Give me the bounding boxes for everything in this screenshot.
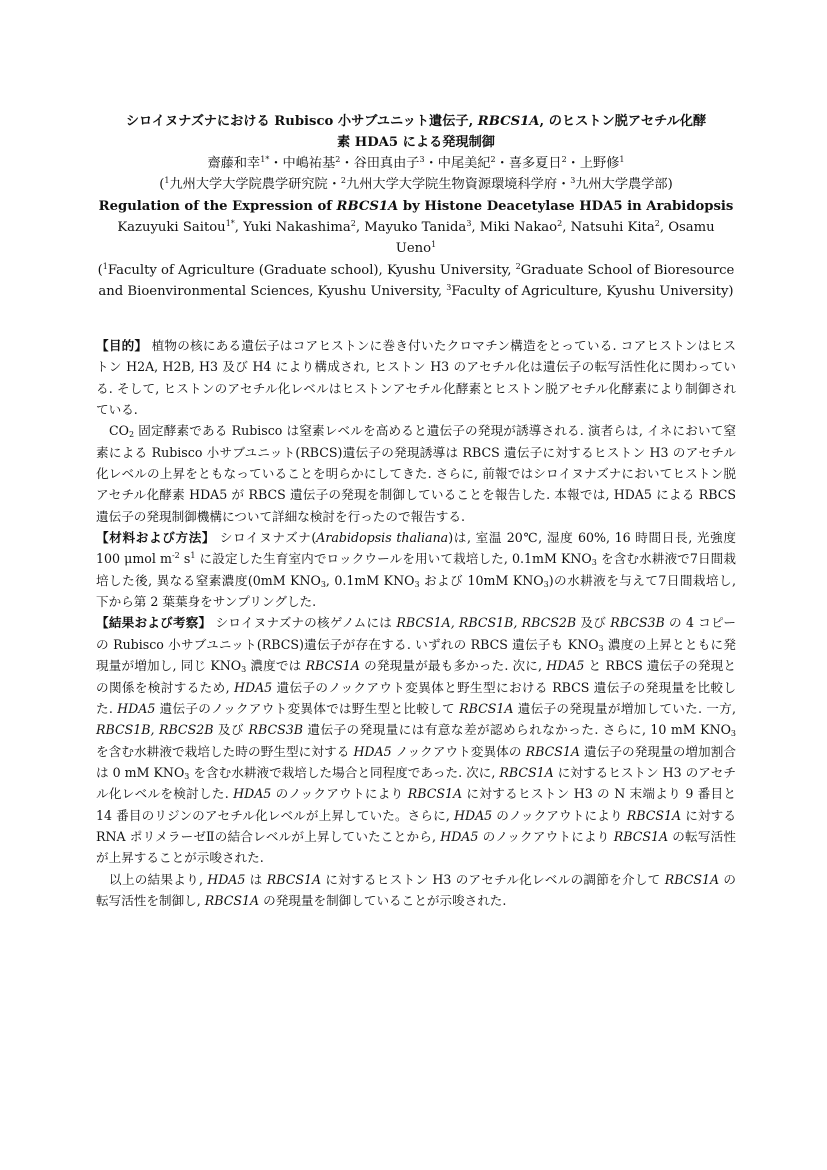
purpose-text-2: 固定酵素である Rubisco は窒素レベルを高めると遺伝子の発現が誘導される. 演者らは, イネにおいて窒素による Rubisco 小サブユニット(RBCS)遺伝子の発現誘導は RBCS 遺伝子に対するヒストン H3 のアセチル化レベルの上昇をともなっていることを明らかにしてきた. さらに, 前報ではシロイヌナズナにおいてヒストン脱アセチル化酵素 HDA5 が RBCS 遺伝子の発現を制御していることを報告した. 本報では, HDA5 による RBCS 遺伝子の発現制御機構について詳細な検討を行ったので報告する.: [96, 423, 736, 524]
affiliation-name: 九州大学大学院農学研究院: [169, 177, 328, 192]
author-name: Miki Nakao: [479, 220, 558, 235]
affiliation-separator: ・: [557, 177, 571, 192]
affiliation-separator: ・: [327, 177, 341, 192]
methods-text: および 10mM KNO: [419, 572, 544, 588]
body-text: 遺伝子の発現量には有意な差が認められなかった. さらに, 10 mM KNO: [302, 722, 731, 738]
affiliations-jp: [96, 174, 736, 196]
gene-name: RBCS1A: [499, 764, 554, 780]
methods-text: シロイヌナズナ(: [215, 530, 317, 546]
author-separator: ,: [234, 220, 244, 235]
author-separator: ,: [355, 220, 365, 235]
gene-name: RBCS1A: [613, 828, 669, 844]
title-jp-line2: 素 HDA5 による発現制御: [337, 135, 495, 150]
author-name: Mayuko Tanida: [364, 220, 467, 235]
body-text: に対するヒストン H3 の N 末端より 9 番目と 14 番目のリジンのアセチル化レベルが上昇していた。さらに,: [96, 786, 736, 823]
author-name: Yuki Nakashima: [243, 220, 351, 235]
gene-name: RBCS1A: [525, 743, 580, 759]
body-text: の 4 コピーの Rubisco 小サブユニット(RBCS)遺伝子が存在する. いずれの RBCS 遺伝子も KNO: [96, 615, 737, 652]
authors-en-line1: [96, 217, 736, 239]
body-text: に対する RNA ポリメラーゼⅡの結合レベルが上昇していたことから,: [96, 807, 736, 844]
gene-name: HDA5: [207, 871, 246, 887]
body-text: を含む水耕液で栽培した時の野生型に対する: [96, 743, 354, 759]
author-affiliation-mark: 1: [431, 240, 437, 249]
affiliation-name: 九州大学農学部: [575, 177, 668, 192]
author-name: 喜多夏日: [508, 156, 562, 171]
gene-name: HDA5: [233, 679, 273, 695]
body-text: に対するヒストン H3 のアセチル化レベルの調節を介して: [321, 871, 665, 887]
affiliation-mark: 2: [515, 262, 521, 271]
gene-name: RBCS1A: [664, 871, 720, 887]
title-en-part: by Histone Deacetylase HDA5 in Arabidopsis: [398, 199, 734, 214]
co2-subscript: 2: [128, 430, 135, 440]
subscript: 3: [184, 771, 190, 781]
body-text: と RBCS 遺伝子の発現との関係を検討するため,: [96, 658, 736, 695]
author-affiliation-mark: 2: [335, 155, 341, 164]
affiliation-mark: 1: [102, 262, 108, 271]
title-jp-gene: RBCS1A: [477, 114, 540, 129]
co2-text: CO: [109, 423, 129, 439]
gene-name: HDA5: [233, 786, 272, 802]
title-jp-part: シロイヌナズナにおける Rubisco 小サブユニット遺伝子,: [125, 114, 478, 129]
affiliations-en-line1: [96, 260, 736, 282]
unit-exponent: -2: [171, 551, 180, 561]
body-text: 遺伝子の発現量の増加割合は 0 mM KNO: [96, 743, 736, 780]
methods-paragraph: [96, 527, 736, 612]
title-en: [96, 196, 736, 218]
gene-name: RBCS3B: [610, 615, 665, 631]
methods-heading: 【材料および方法】: [96, 530, 216, 546]
purpose-paragraph: [96, 335, 736, 420]
subscript: 3: [598, 643, 604, 653]
author-separator: ・: [424, 156, 438, 171]
body-text: の発現量が最も多かった. 次に,: [359, 658, 547, 674]
affiliation-name: and Bioenvironmental Sciences, Kyushu University,: [98, 284, 447, 299]
body-text: の転写活性が上昇することが示唆された.: [96, 828, 736, 866]
gene-name: HDA5: [440, 828, 479, 844]
gene-name: RBCS1B, RBCS2B: [96, 722, 214, 738]
body-text: ノックアウト変異体の: [391, 743, 526, 759]
author-affiliation-mark: 1*: [260, 155, 270, 164]
author-name: 谷田真由子: [353, 156, 420, 171]
author-name: 中嶋祐基: [282, 156, 336, 171]
body-text: 遺伝子のノックアウト変異体では野生型と比較して: [155, 700, 460, 716]
affiliation-mark: 3: [446, 283, 452, 292]
author-affiliation-mark: 1*: [225, 219, 235, 228]
methods-text: を含む水耕液で7日間栽培した後, 異なる窒素濃度(0mM KNO: [96, 551, 736, 588]
author-affiliation-mark: 2: [561, 155, 567, 164]
methods-text: に設定した生育室内でロックウールを用いて栽培した, 0.1mM KNO: [195, 551, 592, 567]
author-affiliation-mark: 3: [419, 155, 425, 164]
results-paragraph: [96, 612, 736, 868]
paren: ): [667, 177, 673, 192]
species-name: Arabidopsis thaliana: [316, 530, 449, 546]
gene-name: RBCS1A: [626, 807, 682, 823]
body-text: に対するヒストン H3 のアセチル化レベルを検討した.: [96, 764, 736, 802]
affiliation-name: Faculty of Agriculture, Kyushu University): [451, 284, 734, 299]
results-heading: 【結果および考察】: [96, 615, 212, 631]
affiliation-mark: 3: [570, 176, 576, 185]
author-affiliation-mark: 2: [350, 219, 356, 228]
affiliation-name: 九州大学大学院生物資源環境科学府: [346, 177, 558, 192]
author-name: 齋藤和幸: [207, 156, 261, 171]
affiliation-name: Faculty of Agriculture (Graduate school), Kyushu University,: [107, 263, 516, 278]
gene-name: HDA5: [353, 743, 392, 759]
body-text: のノックアウトにより: [492, 807, 627, 823]
gene-name: HDA5: [453, 807, 493, 823]
gene-name: HDA5: [117, 700, 156, 716]
title-jp-line1: [96, 111, 736, 133]
body-text: を含む水耕液で栽培した場合と同程度であった. 次に,: [189, 764, 500, 780]
abstract-body: [96, 335, 736, 911]
author-separator: ・: [495, 156, 509, 171]
affiliation-mark: 1: [164, 176, 170, 185]
author-affiliation-mark: 2: [557, 219, 563, 228]
body-text: 以上の結果より,: [109, 871, 208, 887]
paren: (: [97, 263, 103, 278]
purpose-heading: 【目的】: [96, 338, 148, 353]
author-separator: ,: [471, 220, 480, 235]
authors-jp: [96, 153, 736, 175]
author-separator: ・: [340, 156, 354, 171]
gene-name: RBCS1A: [305, 658, 360, 674]
body-text: シロイヌナズナの核ゲノムには: [211, 615, 397, 631]
body-text: の発現量を制御していることが示唆された.: [259, 892, 507, 908]
body-text: 及び: [576, 615, 611, 631]
gene-name: RBCS1A: [407, 786, 463, 802]
gene-name: RBCS1A: [459, 700, 514, 716]
title-jp-part: , のヒストン脱アセチル化酵: [539, 114, 707, 129]
body-text: 遺伝子の発現量が増加していた. 一方,: [513, 700, 737, 716]
methods-text: s: [179, 551, 191, 567]
methods-text: )は, 室温 20℃, 湿度 60%, 16 時間日長, 光強度 100 μmol m: [96, 530, 736, 567]
body-text: 濃度の上昇とともに発現量が増加し, 同じ KNO: [96, 636, 736, 674]
body-text: 及び: [213, 722, 249, 738]
body-text: のノックアウトにより: [271, 786, 408, 802]
author-name: 上野修: [579, 156, 620, 171]
unit-exponent: 1: [190, 551, 196, 561]
title-en-gene: RBCS1A: [336, 199, 399, 214]
author-affiliation-mark: 1: [619, 155, 625, 164]
author-name: Natsuhi Kita: [570, 220, 655, 235]
author-name: Kazuyuki Saitou: [117, 220, 226, 235]
affiliation-mark: 2: [340, 176, 347, 185]
body-text: 濃度では: [246, 658, 306, 674]
subscript: 3: [591, 558, 597, 568]
methods-text: )の水耕液を与えて7日間栽培し, 下から第 2 葉葉身をサンプリングした.: [96, 572, 736, 610]
gene-name: RBCS1A: [204, 892, 260, 908]
affiliation-name: Graduate School of Bioresource: [520, 263, 735, 278]
body-text: は: [245, 871, 267, 887]
conclusion-paragraph: [96, 869, 736, 912]
author-affiliation-mark: 2: [490, 155, 496, 164]
purpose-text: 植物の核にある遺伝子はコアヒストンに巻き付いたクロマチン構造をとっている. コアヒストンはヒストン H2A, H2B, H3 及び H4 により構成され, ヒストン H3 のアセチル化は遺伝子の転写活性化に関わっている. そして, ヒストンのアセチル化レベルはヒストンアセチル化酵素とヒストン脱アセチル化酵素により制御されている.: [96, 338, 737, 418]
subscript: 3: [543, 579, 549, 589]
title-en-part: Regulation of the Expression of: [98, 199, 337, 214]
author-separator: ,: [659, 220, 669, 235]
author-affiliation-mark: 2: [654, 219, 660, 228]
gene-name: RBCS3B: [248, 722, 303, 738]
author-separator: ・: [566, 156, 580, 171]
author-name: Ueno: [395, 241, 432, 256]
paren: (: [159, 177, 165, 192]
subscript: 3: [414, 579, 420, 589]
author-separator: ,: [562, 220, 571, 235]
author-separator: ・: [269, 156, 283, 171]
subscript: 3: [241, 665, 247, 675]
gene-name: RBCS1A: [266, 871, 322, 887]
gene-name: RBCS1A, RBCS1B, RBCS2B: [396, 615, 577, 631]
body-text: の転写活性を制御し,: [96, 871, 736, 908]
subscript: 3: [730, 729, 737, 739]
body-text: のノックアウトにより: [478, 828, 614, 844]
author-name: 中尾美紀: [437, 156, 491, 171]
author-affiliation-mark: 3: [466, 219, 472, 228]
authors-en-line2: [96, 238, 736, 260]
body-text: 遺伝子のノックアウト変異体と野生型における RBCS 遺伝子の発現量を比較した.: [96, 679, 736, 716]
affiliations-en-line2: [96, 281, 736, 303]
methods-text: , 0.1mM KNO: [325, 572, 415, 588]
subscript: 3: [320, 579, 326, 589]
author-name: Osamu: [668, 220, 715, 235]
purpose-paragraph-2: [96, 420, 736, 527]
gene-name: HDA5: [546, 658, 585, 674]
